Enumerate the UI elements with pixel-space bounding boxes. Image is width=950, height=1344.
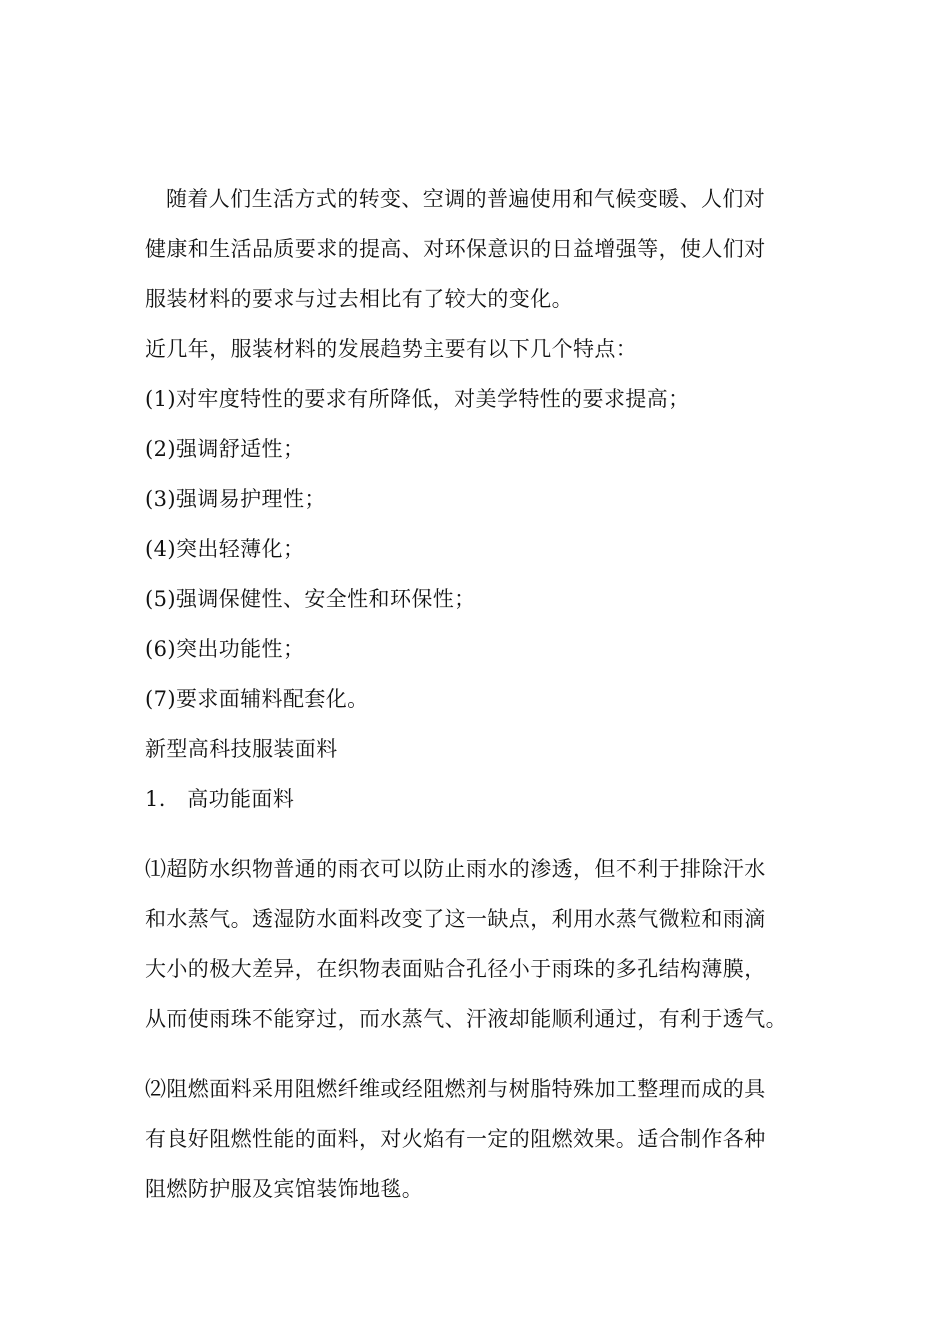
intro-line-3: 服装材料的要求与过去相比有了较大的变化。 [145, 287, 573, 311]
trend-item-6: (6)突出功能性； [145, 637, 305, 661]
trend-item-4: (4)突出轻薄化； [145, 537, 305, 561]
para1-line-2: 和水蒸气。透湿防水面料改变了这一缺点，利用水蒸气微粒和雨滴 [145, 907, 766, 931]
trend-item-2: (2)强调舒适性； [145, 437, 305, 461]
intro-line-2: 健康和生活品质要求的提高、对环保意识的日益增强等，使人们对 [145, 237, 766, 261]
para1-line-3: 大小的极大差异，在织物表面贴合孔径小于雨珠的多孔结构薄膜， [145, 957, 766, 981]
intro-line-1: 随着人们生活方式的转变、空调的普遍使用和气候变暖、人们对 [166, 187, 766, 211]
para2-line-2: 有良好阻燃性能的面料，对火焰有一定的阻燃效果。适合制作各种 [145, 1127, 766, 1151]
trend-item-7: (7)要求面辅料配套化。 [145, 687, 369, 711]
section-title: 新型高科技服装面料 [145, 737, 338, 761]
para1-line-1: ⑴超防水织物普通的雨衣可以防止雨水的渗透，但不利于排除汗水 [145, 857, 766, 881]
trend-intro: 近几年，服装材料的发展趋势主要有以下几个特点： [145, 337, 638, 361]
trend-item-5: (5)强调保健性、安全性和环保性； [145, 587, 476, 611]
para2-line-3: 阻燃防护服及宾馆装饰地毯。 [145, 1177, 424, 1201]
para1-line-4: 从而使雨珠不能穿过，而水蒸气、汗液却能顺利通过，有利于透气。 [145, 1007, 787, 1031]
trend-item-1: (1)对牢度特性的要求有所降低，对美学特性的要求提高； [145, 387, 690, 411]
subsection-heading: 1. 高功能面料 [145, 787, 295, 811]
trend-item-3: (3)强调易护理性； [145, 487, 326, 511]
para2-line-1: ⑵阻燃面料采用阻燃纤维或经阻燃剂与树脂特殊加工整理而成的具 [145, 1077, 766, 1101]
